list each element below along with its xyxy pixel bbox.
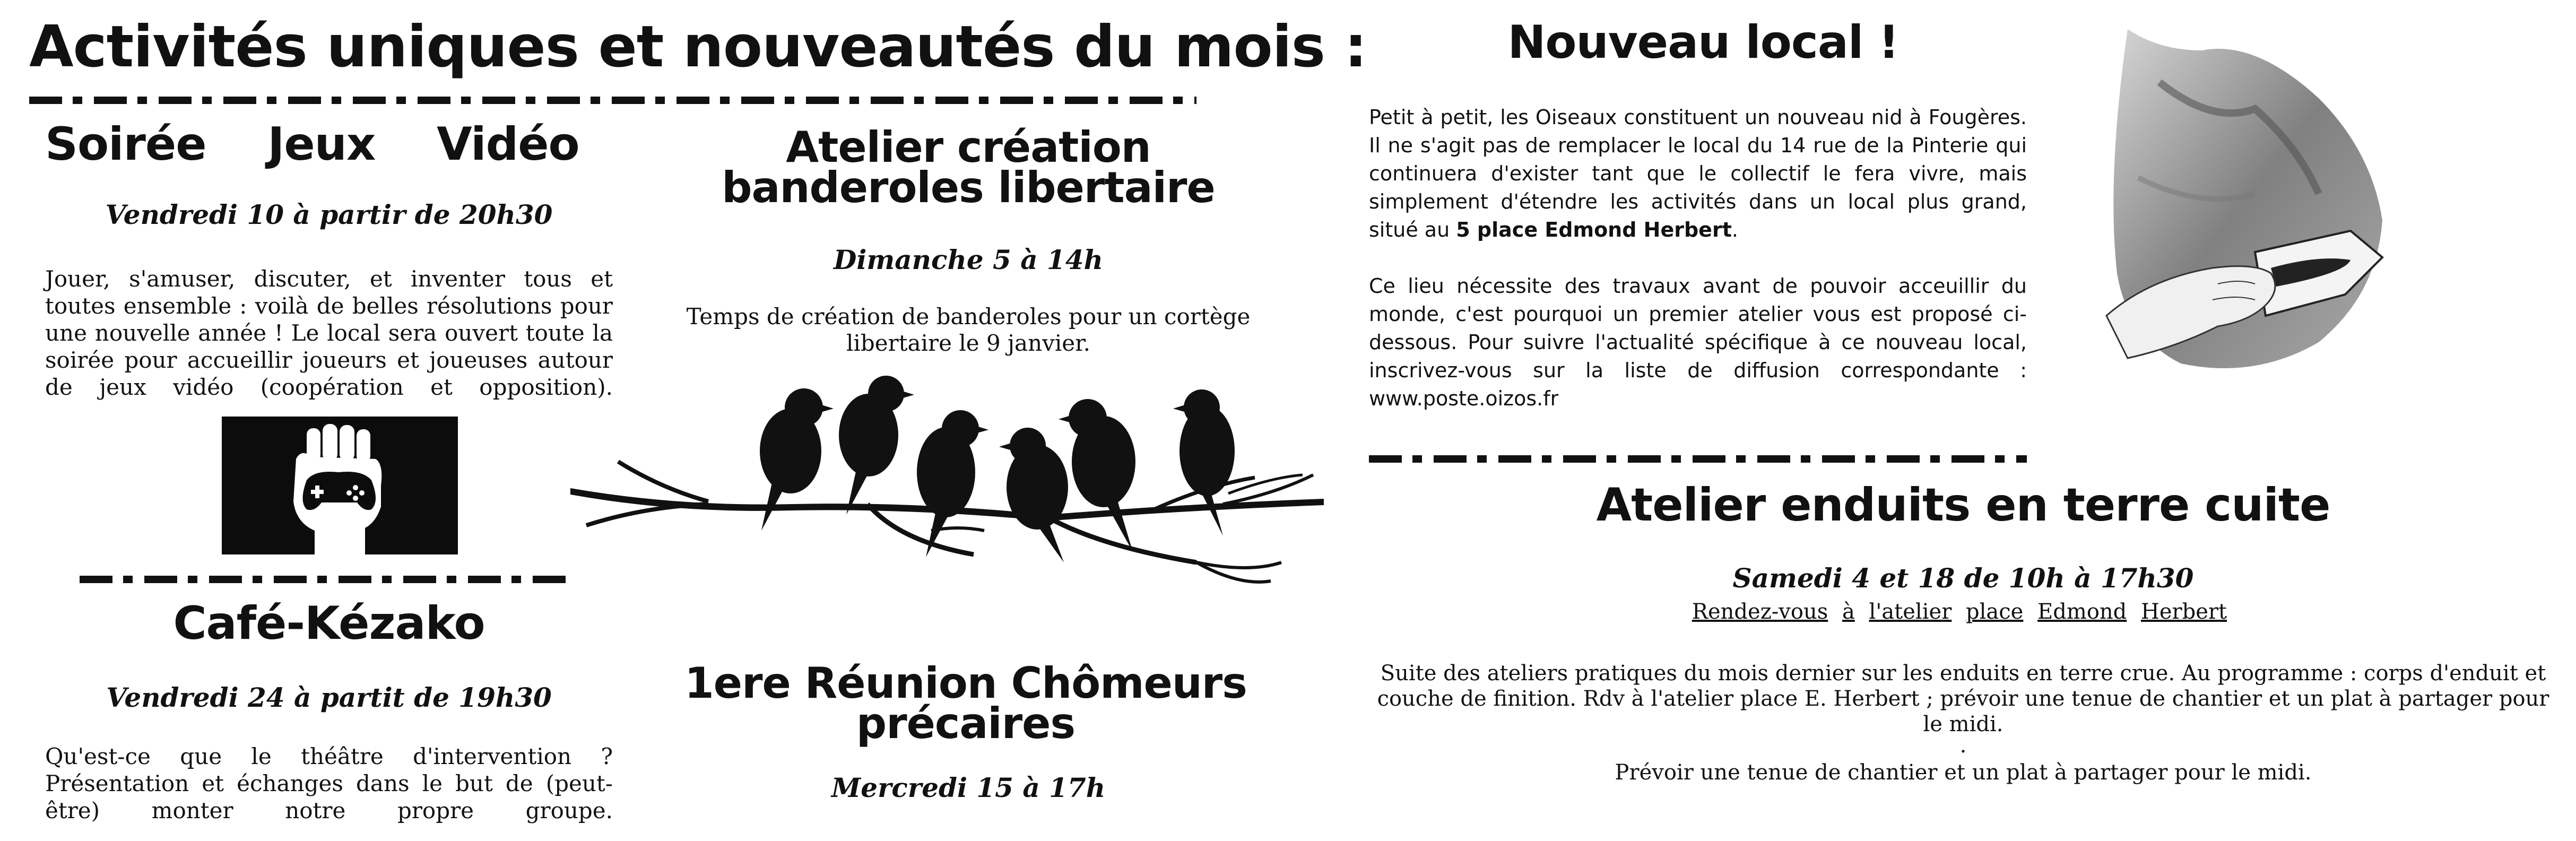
- location-word: l'atelier: [1869, 600, 1952, 624]
- video-night-date: Vendredi 10 à partir de 20h30: [105, 199, 553, 230]
- new-place-text: [1369, 103, 2027, 413]
- new-place-paragraph-1-end: .: [1731, 218, 1738, 241]
- plaster-workshop-heading: Atelier enduits en terre cuite: [1596, 479, 2330, 532]
- video-night-heading: Soirée Jeux Vidéo: [45, 118, 579, 171]
- location-word: Rendez-vous: [1692, 600, 1828, 624]
- location-word: Herbert: [2140, 600, 2227, 624]
- new-place-paragraph-2: Ce lieu nécessite des travaux avant de pouvoir acceuillir du monde, c'est pourquoi un premier atelier vous est proposé ci-dessous. Pour suivre l'actualité spécifique à ce nouveau local, inscrivez-vous sur la liste de diffusion correspondante : www.poste.oizos.fr: [1369, 274, 2027, 410]
- title-divider: [29, 97, 1196, 104]
- new-place-paragraph-1-text: Petit à petit, les Oiseaux constituent un nouveau nid à Fougères. Il ne s'agit pas de remplacer le local du 14 rue de la Pinterie qui continuera d'exister tant que le collectif le fera vivre, mais simplement d'étendre les activités dans un local plus grand, situé au: [1369, 106, 2027, 241]
- banner-workshop-text: Temps de création de banderoles pour un cortège libertaire le 9 janvier.: [686, 304, 1251, 356]
- banner-workshop-heading-line1: Atelier création: [786, 123, 1151, 172]
- plaster-workshop-reminder: Prévoir une tenue de chantier et un plat à partager pour le midi.: [1615, 760, 2312, 785]
- plaster-workshop-date: Samedi 4 et 18 de 10h à 17h30: [1732, 562, 2194, 594]
- new-place-paragraph-1: [1369, 103, 2027, 244]
- trowel-hand-illustration: [2096, 19, 2393, 385]
- new-place-address: 5 place Edmond Herbert: [1456, 218, 1732, 241]
- banner-workshop-heading-line2: banderoles libertaire: [722, 163, 1215, 212]
- gamepad-fist-image: [222, 417, 458, 554]
- banner-workshop-date: Dimanche 5 à 14h: [834, 244, 1103, 275]
- new-place-heading: Nouveau local !: [1507, 16, 1899, 69]
- cafe-heading: Café-Kézako: [173, 597, 485, 650]
- cafe-text: Qu'est-ce que le théâtre d'intervention ? Présentation et échanges dans le but de (peut-être) monter notre propre groupe.: [45, 743, 613, 823]
- meeting-heading-line2: précaires: [856, 699, 1075, 748]
- location-word: à: [1842, 600, 1855, 624]
- banner-workshop-heading: [663, 123, 1273, 212]
- plaster-divider: [1369, 455, 2027, 463]
- video-night-text: Jouer, s'amuser, discuter, et inventer tous et toutes ensemble : voilà de belles résolutions pour une nouvelle année ! Le local sera ouvert toute la soirée pour accueillir joueurs et joueuses autour de jeux vidéo (coopération et opposition).: [45, 266, 613, 400]
- plaster-workshop-dot: .: [1959, 733, 1967, 758]
- plaster-workshop-text: Suite des ateliers pratiques du mois dernier sur les enduits en terre crue. Au programme : corps d'enduit et couche de finition. Rdv à l'atelier place E. Herbert ; prévoir une tenue de chantier et un plat à partager pour le midi.: [1377, 661, 2549, 736]
- location-word: place: [1966, 600, 2024, 624]
- page-title: Activités uniques et nouveautés du mois :: [29, 14, 1367, 80]
- meeting-date: Mercredi 15 à 17h: [831, 772, 1106, 803]
- cafe-divider: [80, 576, 568, 583]
- cafe-date: Vendredi 24 à partit de 19h30: [106, 682, 552, 713]
- meeting-heading: [647, 658, 1284, 748]
- location-word: Edmond: [2037, 600, 2127, 624]
- meeting-heading-line1: 1ere Réunion Chômeurs: [684, 658, 1247, 708]
- plaster-workshop-location: [1369, 599, 2557, 625]
- birds-on-branch-illustration: [570, 371, 1361, 594]
